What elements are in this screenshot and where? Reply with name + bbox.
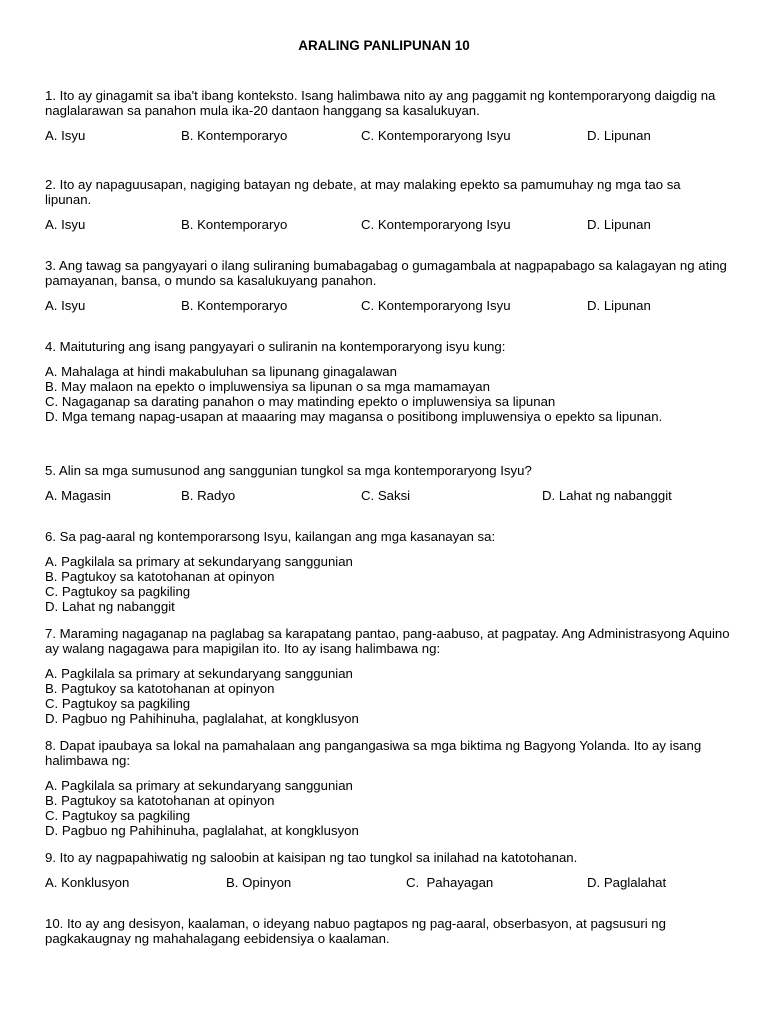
option-d: D. Lahat ng nabanggit bbox=[45, 599, 175, 614]
question-stem: 4. Maituturing ang isang pangyayari o suliranin na kontemporaryong isyu kung: bbox=[45, 339, 506, 354]
option-b: B. Kontemporaryo bbox=[181, 298, 288, 313]
question-stem: 6. Sa pag-aaral ng kontemporarsong Isyu, kailangan ang mga kasanayan sa: bbox=[45, 529, 496, 544]
option-a: A. Pagkilala sa primary at sekundaryang sanggunian bbox=[45, 778, 353, 793]
question-8 bbox=[45, 738, 730, 838]
question-stem: 8. Dapat ipaubaya sa lokal na pamahalaan ang pangangasiwa sa mga biktima ng Bagyong Yolanda. Ito ay isang halimbawa ng: bbox=[45, 738, 702, 768]
option-d: D. Lipunan bbox=[587, 128, 651, 143]
options-row bbox=[45, 875, 730, 890]
option-c: C. Kontemporaryong Isyu bbox=[361, 217, 511, 232]
option-c: C. Pagtukoy sa pagkiling bbox=[45, 808, 191, 823]
option-b: B. Pagtukoy sa katotohanan at opinyon bbox=[45, 569, 275, 584]
question-7 bbox=[45, 626, 730, 726]
question-4 bbox=[45, 339, 730, 424]
question-stem: 7. Maraming nagaganap na paglabag sa karapatang pantao, pang-aabuso, at pagpatay. Ang Administrasyong Aquino ay walang nagagawa para mapigilan ito. Ito ay isang halimbawa ng: bbox=[45, 626, 730, 656]
option-b: B. May malaon na epekto o impluwensiya sa lipunan o sa mga mamamayan bbox=[45, 379, 490, 394]
option-c: C. Kontemporaryong Isyu bbox=[361, 128, 511, 143]
question-10 bbox=[45, 916, 730, 946]
question-stem: 3. Ang tawag sa pangyayari o ilang suliraning bumabagabag o gumagambala at nagpapabago sa kalagayan ng ating pamayanan, bansa, o mundo sa kasalukuyang panahon. bbox=[45, 258, 727, 288]
question-stem: 5. Alin sa mga sumusunod ang sanggunian tungkol sa mga kontemporaryong Isyu? bbox=[45, 463, 532, 478]
option-b: B. Kontemporaryo bbox=[181, 128, 288, 143]
question-1 bbox=[45, 88, 730, 143]
option-a: A. Isyu bbox=[45, 298, 86, 313]
question-stem: 1. Ito ay ginagamit sa iba't ibang konteksto. Isang halimbawa nito ay ang paggamit ng kontemporaryong daigdig na naglalarawan sa panahon mula ika-20 dantaon hanggang sa kasalukuyan. bbox=[45, 88, 716, 118]
option-a: A. Pagkilala sa primary at sekundaryang sanggunian bbox=[45, 554, 353, 569]
question-2 bbox=[45, 177, 730, 232]
option-b: B. Pagtukoy sa katotohanan at opinyon bbox=[45, 793, 275, 808]
option-d: D. Lipunan bbox=[587, 298, 651, 313]
question-5 bbox=[45, 463, 730, 503]
option-d: D. Lipunan bbox=[587, 217, 651, 232]
options-list bbox=[45, 778, 730, 838]
option-a: A. Isyu bbox=[45, 217, 86, 232]
options-row bbox=[45, 298, 730, 313]
option-a: A. Magasin bbox=[45, 488, 111, 503]
option-d: D. Paglalahat bbox=[587, 875, 667, 890]
option-d: D. Lahat ng nabanggit bbox=[542, 488, 672, 503]
option-c: C. Pahayagan bbox=[406, 875, 494, 890]
option-a: A. Isyu bbox=[45, 128, 86, 143]
option-c: C. Pagtukoy sa pagkiling bbox=[45, 696, 191, 711]
option-d: D. Pagbuo ng Pahihinuha, paglalahat, at kongklusyon bbox=[45, 823, 359, 838]
option-a: A. Konklusyon bbox=[45, 875, 130, 890]
option-d: D. Pagbuo ng Pahihinuha, paglalahat, at kongklusyon bbox=[45, 711, 359, 726]
options-list bbox=[45, 666, 730, 726]
question-9 bbox=[45, 850, 730, 890]
option-a: A. Pagkilala sa primary at sekundaryang sanggunian bbox=[45, 666, 353, 681]
question-stem: 9. Ito ay nagpapahiwatig ng saloobin at kaisipan ng tao tungkol sa inilahad na katotohanan. bbox=[45, 850, 578, 865]
options-row bbox=[45, 128, 730, 143]
option-c: C. Saksi bbox=[361, 488, 411, 503]
question-stem: 2. Ito ay napaguusapan, nagiging batayan ng debate, at may malaking epekto sa pamumuhay ng mga tao sa lipunan. bbox=[45, 177, 681, 207]
option-d: D. Mga temang napag-usapan at maaaring may magansa o positibong impluwensiya o epekto sa lipunan. bbox=[45, 409, 663, 424]
question-6 bbox=[45, 529, 730, 614]
options-list bbox=[45, 364, 730, 424]
option-b: B. Pagtukoy sa katotohanan at opinyon bbox=[45, 681, 275, 696]
option-a: A. Mahalaga at hindi makabuluhan sa lipunang ginagalawan bbox=[45, 364, 397, 379]
question-3 bbox=[45, 258, 730, 313]
question-stem: 10. Ito ay ang desisyon, kaalaman, o ideyang nabuo pagtapos ng pag-aaral, obserbasyon, at pagsusuri ng pagkakaugnay ng mahahalagang eebidensiya o kaalaman. bbox=[45, 916, 666, 946]
options-row bbox=[45, 488, 730, 503]
option-b: B. Radyo bbox=[181, 488, 236, 503]
page-title: ARALING PANLIPUNAN 10 bbox=[298, 38, 470, 53]
option-b: B. Kontemporaryo bbox=[181, 217, 288, 232]
options-list bbox=[45, 554, 730, 614]
option-c: C. Pagtukoy sa pagkiling bbox=[45, 584, 191, 599]
option-b: B. Opinyon bbox=[226, 875, 292, 890]
option-c: C. Nagaganap sa darating panahon o may matinding epekto o impluwensiya sa lipunan bbox=[45, 394, 556, 409]
options-row bbox=[45, 217, 730, 232]
option-c: C. Kontemporaryong Isyu bbox=[361, 298, 511, 313]
